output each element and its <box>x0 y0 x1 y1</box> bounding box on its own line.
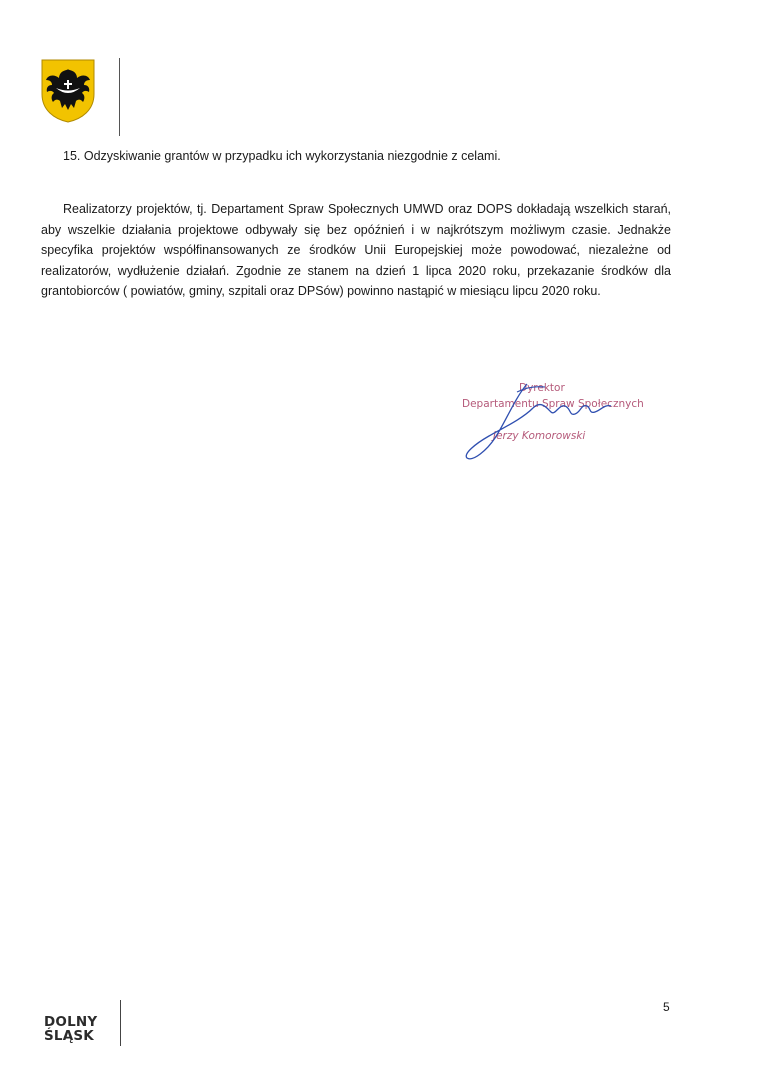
dolny-slask-logo <box>44 1015 106 1047</box>
stamp-name: Jerzy Komorowski <box>493 430 586 442</box>
header-divider <box>119 58 120 136</box>
body-paragraph: Realizatorzy projektów, tj. Departament Spraw Społecznych UMWD oraz DOPS dokładają wszelkich starań, aby wszelkie działania projektowe odbywały się bez opóźnień i w najkrótszym możliwym czasie. Jednakże specyfika projektów współfinansowanych ze środków Unii Europejskiej może powodować, niezależne od realizatorów, wydłużenie działań. Zgodnie ze stanem na dzień 1 lipca 2020 roku, przekazanie środków dla grantobiorców ( powiatów, gminy, szpitali oraz DPSów) powinno nastąpić w miesiącu lipcu 2020 roku. <box>41 202 671 298</box>
logo-line-1: DOLNY <box>44 1014 98 1030</box>
page-number: 5 <box>663 1000 670 1014</box>
logo-line-2: ŚLĄSK <box>44 1028 94 1044</box>
list-item-15: 15. Odzyskiwanie grantów w przypadku ich wykorzystania niezgodnie z celami. <box>63 149 501 163</box>
footer-divider <box>120 1000 121 1046</box>
coat-of-arms-eagle-icon <box>40 58 96 124</box>
stamp-department: Departamentu Spraw Społecznych <box>462 398 644 410</box>
stamp-title: Dyrektor <box>519 382 565 394</box>
handwritten-signature <box>455 378 655 468</box>
director-stamp <box>455 378 655 468</box>
